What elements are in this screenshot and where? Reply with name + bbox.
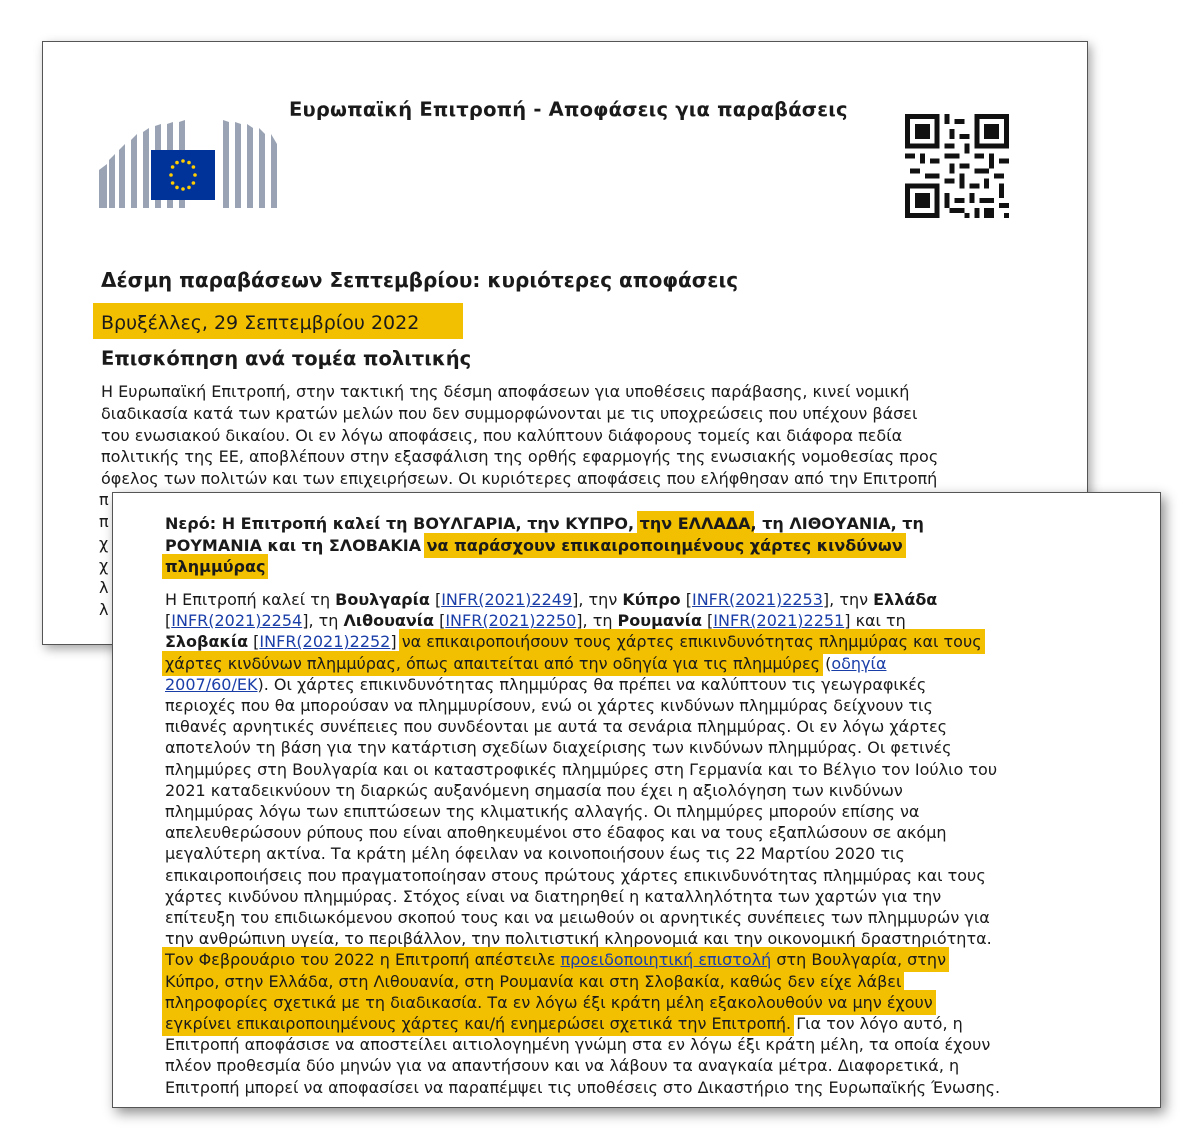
bleed-char: π bbox=[99, 490, 109, 509]
title-highlight: να παράσχουν επικαιροποιημένους χάρτες κινδύνων bbox=[426, 535, 903, 555]
country-slovakia: Σλοβακία bbox=[165, 632, 249, 652]
intro-paragraph bbox=[101, 381, 1088, 490]
text: στη Βουλγαρία, στην bbox=[771, 950, 946, 970]
highlighted-text: χάρτες κινδύνων πλημμύρας, όπως απαιτείται από την οδηγία για τις πλημμύρες bbox=[165, 653, 821, 673]
body-line: την ανθρώπινη υγεία, το περιβάλλον, την πολιτιστική κληρονομιά και την οικονομική δραστηριότητα. bbox=[165, 929, 992, 949]
country-bulgaria: Βουλγαρία bbox=[335, 590, 430, 609]
paragraph-line: πολιτικής της ΕΕ, αποβλέπουν στην εξασφάλιση της ορθής εφαρμογής της ενωσιακής νομοθεσίας προς bbox=[101, 447, 939, 467]
text: , την bbox=[578, 590, 623, 609]
bleed-char: χ bbox=[99, 534, 109, 553]
body-line: επικαιροποιήσεις που πραγματοποίησαν στους πρώτους χάρτες επικινδυνότητας πλημμύρας και τους bbox=[165, 865, 986, 885]
infr-link-bulgaria[interactable]: INFR(2021)2249 bbox=[441, 590, 573, 609]
text: , την bbox=[829, 590, 874, 609]
highlighted-text bbox=[165, 950, 946, 969]
paragraph-line: του ενωσιακού δικαίου. Οι εν λόγω αποφάσεις, που καλύπτουν διάφορους τομείς και διάφορα πεδία bbox=[101, 425, 903, 445]
paragraph-line: διαδικασία κατά των κρατών μελών που δεν συμμορφώνονται με τις υποχρεώσεις που υπέχουν βάσει bbox=[101, 403, 918, 423]
highlighted-text: Κύπρο, στην Ελλάδα, στη Λιθουανία, στη Ρουμανία και στη Σλοβακία, καθώς δεν είχε λάβει bbox=[165, 971, 902, 991]
highlighted-text: πληροφορίες σχετικά με τη διαδικασία. Τα εν λόγω έξι κράτη μέλη εξακολουθούν να μην έχουν bbox=[165, 992, 933, 1012]
title-part: , τη ΛΙΘΟΥΑΝΙΑ, τη bbox=[750, 514, 924, 533]
article-title bbox=[165, 513, 1115, 578]
directive-link[interactable]: 2007/60/ΕΚ bbox=[165, 674, 258, 694]
text: Τον Φεβρουάριο του 2022 η Επιτροπή απέστειλε bbox=[165, 950, 561, 970]
bleed-char: λ bbox=[99, 600, 109, 619]
text: Η Επιτροπή καλεί τη bbox=[165, 590, 336, 609]
european-commission-logo bbox=[99, 120, 279, 212]
infr-link-greece[interactable]: INFR(2021)2254 bbox=[171, 611, 303, 631]
body-line: μεγαλύτερη ακτίνα. Τα κράτη μέλη όφειλαν να κοινοποιήσουν έως τις 22 Μαρτίου 2020 τις bbox=[165, 844, 905, 864]
paragraph-line: όφελος των πολιτών και των επιχειρήσεων. Οι κυριότερες αποφάσεις που ελήφθησαν από την Επιτροπή bbox=[101, 469, 938, 489]
section-title: Επισκόπηση ανά τομέα πολιτικής bbox=[101, 347, 472, 370]
infr-link-slovakia[interactable]: INFR(2021)2252 bbox=[259, 632, 391, 652]
directive-link[interactable]: οδηγία bbox=[831, 653, 887, 673]
body-line: επίτευξη του επιδιωκόμενου σκοπού τους και να μειωθούν οι αρνητικές συνέπειες των πλημμυρών για bbox=[165, 908, 990, 928]
headline: Δέσμη παραβάσεων Σεπτεμβρίου: κυριότερες αποφάσεις bbox=[101, 268, 739, 292]
bleed-char: λ bbox=[99, 578, 109, 597]
bleed-char: π bbox=[99, 512, 109, 531]
text: , τη bbox=[308, 611, 344, 631]
warning-letter-link[interactable]: προειδοποιητική επιστολή bbox=[560, 950, 772, 970]
infr-link-lithuania[interactable]: INFR(2021)2250 bbox=[445, 611, 577, 631]
title-highlight: την ΕΛΛΑΔΑ bbox=[639, 514, 751, 533]
country-lithuania: Λιθουανία bbox=[343, 611, 434, 631]
body-line: απελευθερώσουν ρύπους που είναι αποθηκευμένοι στο έδαφος και να τους εξαπλώσουν σε ακόμη bbox=[165, 823, 947, 843]
text: Για τον λόγο αυτό, η bbox=[791, 1014, 963, 1034]
body-line: χάρτες κινδύνου πλημμύρας. Στόχος είναι να διατηρηθεί η καταλληλότητα των χαρτών για την bbox=[165, 886, 942, 906]
date: Βρυξέλλες, 29 Σεπτεμβρίου 2022 bbox=[101, 312, 420, 334]
country-cyprus: Κύπρο bbox=[622, 590, 681, 609]
article-body: Η Επιτροπή καλεί τη Βουλγαρία [INFR(2021)2249], την Κύπρο [INFR(2021)2253], την Ελλάδα [INFR(2021)2254], τη Λιθουανία [INFR(2021)2250], τη Ρουμανία [INFR(2021)2251] και τη Σλοβακία [INFR(2021)2252] να επικαιροποιήσουν τους χάρτες επικινδυνότητας πλημμύρας και τους χάρτες κινδύνων πλημμύρας, όπως απαιτείται από την οδηγία για τις πλημμύρες (οδηγία 2007/60/ΕΚ). Οι χάρτες επικινδυνότητας πλημμύρας θα πρέπει να καλύπτουν τις γεωγραφικές περιοχές που θα μπορούσαν να πλημμυρίσουν, ενώ οι χάρτες κινδύνων πλημμύρας δείχνουν τις πιθανές αρνητικές συνέπειες που συνδέονται με αυτά τα σενάρια πλημμύρας. Οι εν λόγω χάρτες αποτελούν τη βάση για την κατάρτιση σχεδίων διαχείρισης των κινδύνων πλημμύρας. Οι φετινές πλημμύρες στη Βουλγαρία και οι καταστροφικές πλημμύρες στη Γερμανία και το Βέλγιο τον Ιούλιο του 2021 καταδεικνύουν τη διαρκώς αυξανόμενη σημασία που έχει η αξιολόγηση των κινδύνων πλημμύρας λόγω των επιπτώσεων της κλιματικής αλλαγής. Οι πλημμύρες μπορούν επίσης να απελευθερώσουν ρύπους που είναι αποθηκευμένοι στο έδαφος και να τους εξαπλώσουν σε ακόμη μεγαλύτερη ακτίνα. Τα κράτη μέλη όφειλαν να κοινοποιήσουν έως τις 22 Μαρτίου 2020 τις επικαιροποιήσεις που πραγματοποίησαν στους πρώτους χάρτες επικινδυνότητας πλημμύρας και τους χάρτες κινδύνου πλημμύρας. Στόχος είναι να διατηρηθεί η καταλληλότητα των χαρτών για την επίτευξη του επιδιωκόμενου σκοπού τους και να μειωθούν οι αρνητικές συνέπειες των πλημμυρών για την ανθρώπινη υγεία, το περιβάλλον, την πολιτιστική κληρονομιά και την οικονομική δραστηριότητα. Τον Φεβρουάριο του 2022 η Επιτροπή απέστειλε προειδοποιητική επιστολή στη Βουλγαρία, στην Κύπρο, στην Ελλάδα, στη Λιθουανία, στη Ρουμανία και στη Σλοβακία, καθώς δεν είχε λάβει πληροφορίες σχετικά με τη διαδικασία. Τα εν λόγω έξι κράτη μέλη εξακολουθούν να μην έχουν εγκρίνει επικαιροποιημένους χάρτες και/ή ενημερώσει σχετικά την Επιτροπή. Για τον λόγο αυτό, η Επιτροπή αποφάσισε να αποστείλει αιτιολογημένη γνώμη στα εν λόγω έξι κράτη μέλη, τα οποία έχουν πλέον προθεσμία δύο μηνών για να απαντήσουν και να λάβουν τα αναγκαία μέτρα. Διαφορετικά, η Επιτροπή μπορεί να αποφασίσει να παραπέμψει τις υποθέσεις στο Δικαστήριο της Ευρωπαϊκής Ένωσης. bbox=[165, 589, 1155, 1098]
body-line: αποτελούν τη βάση για την κατάρτιση σχεδίων διαχείρισης των κινδύνων πλημμύρας. Οι φετινές bbox=[165, 738, 952, 758]
front-document-card bbox=[112, 492, 1161, 1108]
body-line: πιθανές αρνητικές συνέπειες που συνδέονται με αυτά τα σενάρια πλημμύρας. Οι εν λόγω χάρτες bbox=[165, 717, 948, 737]
paragraph-line: Η Ευρωπαϊκή Επιτροπή, στην τακτική της δέσμη αποφάσεων για υποθέσεις παράβασης, κινεί νομική bbox=[101, 382, 910, 401]
body-line: πλημμύρες στη Βουλγαρία και οι καταστροφικές πλημμύρες στη Γερμανία και το Βέλγιο τον Ιούλιο του bbox=[165, 759, 998, 779]
country-romania: Ρουμανία bbox=[617, 611, 702, 631]
highlighted-text: να επικαιροποιήσουν τους χάρτες επικινδυνότητας πλημμύρας και τους bbox=[401, 632, 982, 652]
highlighted-text: εγκρίνει επικαιροποιημένους χάρτες και/ή ενημερώσει σχετικά την Επιτροπή. bbox=[165, 1014, 792, 1034]
title-part: ΡΟΥΜΑΝΙΑ και τη ΣΛΟΒΑΚΙΑ bbox=[165, 535, 422, 555]
infr-link-cyprus[interactable]: INFR(2021)2253 bbox=[691, 590, 823, 609]
body-line: πλημμύρας λόγω των επιπτώσεων της κλιματικής αλλαγής. Οι πλημμύρες μπορούν επίσης να bbox=[165, 802, 920, 822]
header-title: Ευρωπαϊκή Επιτροπή - Αποφάσεις για παραβάσεις bbox=[289, 98, 848, 121]
title-part: Νερό: Η Επιτροπή καλεί τη ΒΟΥΛΓΑΡΙΑ, την ΚΥΠΡΟ, bbox=[165, 514, 635, 533]
qr-code-icon bbox=[905, 114, 1009, 218]
closing-line: Επιτροπή αποφάσισε να αποστείλει αιτιολογημένη γνώμη στα εν λόγω έξι κράτη μέλη, τα οποία έχουν bbox=[165, 1035, 991, 1055]
closing-line: πλέον προθεσμία δύο μηνών για να απαντήσουν και να λάβουν τα αναγκαία μέτρα. Διαφορετικά, η bbox=[165, 1056, 960, 1076]
country-greece: Ελλάδα bbox=[873, 590, 938, 609]
bleed-char: χ bbox=[99, 556, 109, 575]
text: ). Οι χάρτες επικινδυνότητας πλημμύρας θα πρέπει να καλύπτουν τις γεωγραφικές bbox=[257, 674, 927, 694]
text: και τη bbox=[850, 611, 906, 631]
body-line: 2021 καταδεικνύουν τη διαρκώς αυξανόμενη σημασία που έχει η αξιολόγηση των κινδύνων bbox=[165, 780, 903, 800]
closing-line: Επιτροπή μπορεί να αποφασίσει να παραπέμψει τις υποθέσεις στο Δικαστήριο της Ευρωπαϊκής Ένωσης. bbox=[165, 1077, 1001, 1097]
title-highlight: πλημμύρας bbox=[165, 557, 266, 577]
infr-link-romania[interactable]: INFR(2021)2251 bbox=[713, 611, 845, 631]
text: , τη bbox=[582, 611, 618, 631]
body-line: περιοχές που θα μπορούσαν να πλημμυρίσουν, ενώ οι χάρτες κινδύνων πλημμύρας δείχνουν τις bbox=[165, 696, 933, 716]
